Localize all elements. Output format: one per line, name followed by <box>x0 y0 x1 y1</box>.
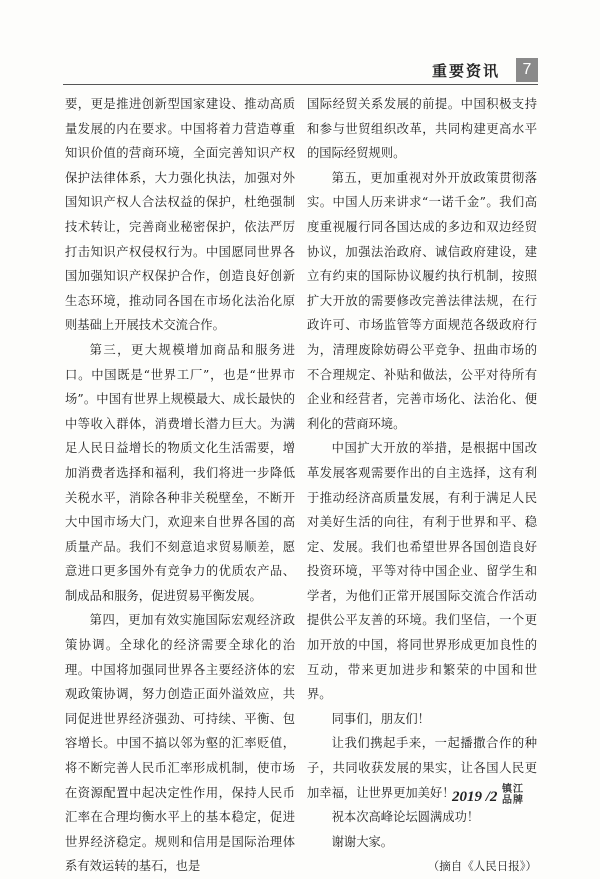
section-label: 重要资讯 <box>431 62 500 80</box>
body-paragraph: 中国扩大开放的举措，是根据中国改革发展客观需要作出的自主选择，这有利于推动经济高质量发展，有利于满足人民对美好生活的向往，有利于世界和平、稳定、发展。我们也希望世界各国创造良好投资环境，平等对待中国企业、留学生和学者，为他们正常开展国际交流合作活动提供公平友善的环境。我们坚信，一个更加开放的中国，将同世界形成更加良性的互动，带来更加进步和繁荣的中国和世界。 <box>307 441 537 702</box>
body-paragraph: 要，更是推进创新型国家建设、推动高质量发展的内在要求。中国将着力营造尊重知识价值的营商环境，全面完善知识产权保护法律体系，大力强化执法，加强对外国知识产权人合法权益的保护，杜绝强制技术转让，完善商业秘密保护，依法严厉打击知识产权侵权行为。中国愿同世界各国加强知识产权保护合作，创造良好创新生态环境，推动同各国在市场化法治化原则基础上开展技术交流合作。 <box>65 97 295 333</box>
greeting-line: 同事们，朋友们！ <box>331 711 430 726</box>
body-paragraph: 第三，更大规模增加商品和服务进口。中国既是“世界工厂”，也是“世界市场”。中国有世界上规模最大、成长最快的中等收入群体，消费增长潜力巨大。为满足人民日益增长的物质文化生活需要，增加消费者选择和福利，我们将进一步降低关税水平，消除各种非关税壁垒，不断开大中国市场大门，欢迎来自世界各国的高质量产品。我们不刻意追求贸易顺差，愿意进口更多国外有竞争力的优质农产品、制成品和服务，促进贸易平衡发展。 <box>65 342 295 603</box>
source-attribution: （摘自《人民日报》） <box>427 859 537 874</box>
body-paragraph: 国际经贸关系发展的前提。中国积极支持和参与世贸组织改革，共同构建更高水平的国际经贸规则。 <box>307 97 537 161</box>
page-number-badge: 7 <box>516 58 538 82</box>
right-column <box>307 92 537 879</box>
closing-line: 祝本次高峰论坛圆满成功！ <box>331 810 480 825</box>
issue-number: 2019 /2 <box>452 789 498 805</box>
magazine-logo <box>502 784 540 808</box>
closing-line: 谢谢大家。 <box>331 834 394 849</box>
magazine-logo-text: 镇江 品牌 <box>502 784 524 806</box>
body-paragraph: 让我们携起手来，一起播撒合作的种子，共同收获发展的果实，让各国人民更加幸福，让世界更加美好！ <box>307 736 537 800</box>
body-paragraph: 第四，更加有效实施国际宏观经济政策协调。全球化的经济需要全球化的治理。中国将加强同世界各主要经济体的宏观政策协调，努力创造正面外溢效应，共同促进世界经济强劲、可持续、平衡、包容增长。中国不搞以邻为壑的汇率贬值，将不断完善人民币汇率形成机制，使市场在资源配置中起决定性作用，保持人民币汇率在合理均衡水平上的基本稳定，促进世界经济稳定。规则和信用是国际治理体系有效运转的基石，也是 <box>65 613 295 874</box>
body-paragraph: 第五，更加重视对外开放政策贯彻落实。中国人历来讲求“一诺千金”。我们高度重视履行同各国达成的多边和双边经贸协议，加强法治政府、诚信政府建设，建立有约束的国际协议履约执行机制，按照扩大开放的需要修改完善法律法规，在行政许可、市场监管等方面规范各级政府行为，清理废除妨碍公平竞争、扭曲市场的不合理规定、补贴和做法，公平对待所有企业和经营者，完善市场化、法治化、便利化的营商环境。 <box>307 170 537 431</box>
running-header <box>63 58 538 85</box>
left-column <box>65 92 295 879</box>
